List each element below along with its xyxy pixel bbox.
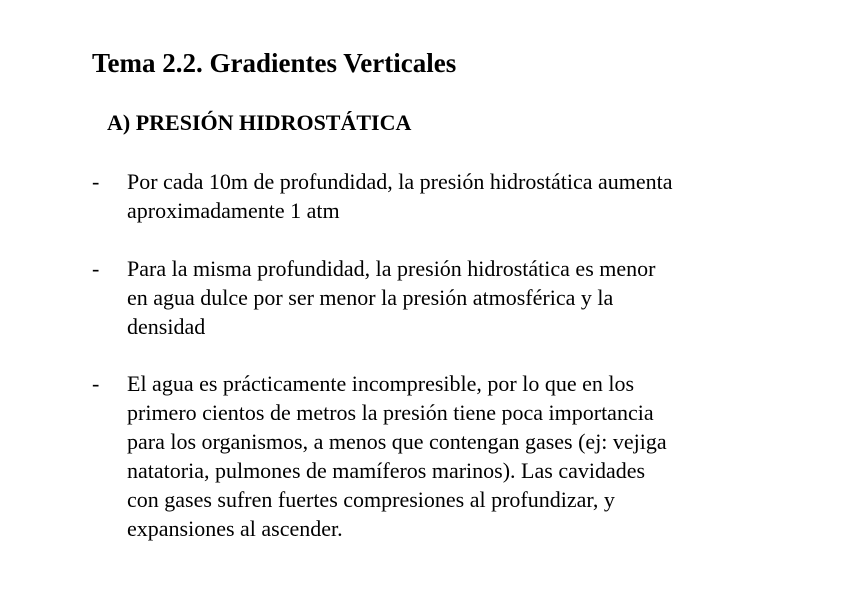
text-line: con gases sufren fuertes compresiones al profundizar, y xyxy=(127,487,615,512)
text-line: El agua es prácticamente incompresible, por lo que en los xyxy=(127,371,635,396)
bullet-marker: - xyxy=(92,169,100,194)
bullet-text xyxy=(127,369,747,543)
text-line: Para la misma profundidad, la presión hidrostática es menor xyxy=(127,256,656,281)
bullet-marker: - xyxy=(92,256,100,281)
text-line: expansiones al ascender. xyxy=(127,516,343,541)
bullet-text xyxy=(127,167,747,225)
bullet-text xyxy=(127,254,747,341)
text-line: en agua dulce por ser menor la presión atmosférica y la xyxy=(127,285,614,310)
text-line: densidad xyxy=(127,314,206,339)
page-title: Tema 2.2. Gradientes Verticales xyxy=(92,48,457,78)
text-line: primero cientos de metros la presión tiene poca importancia xyxy=(127,400,654,425)
section-heading: A) PRESIÓN HIDROSTÁTICA xyxy=(107,110,412,135)
text-line: para los organismos, a menos que contengan gases (ej: vejiga xyxy=(127,429,667,454)
text-line: natatoria, pulmones de mamíferos marinos). Las cavidades xyxy=(127,458,646,483)
text-line: aproximadamente 1 atm xyxy=(127,198,340,223)
bullet-marker: - xyxy=(92,371,100,396)
text-line: Por cada 10m de profundidad, la presión hidrostática aumenta xyxy=(127,169,673,194)
